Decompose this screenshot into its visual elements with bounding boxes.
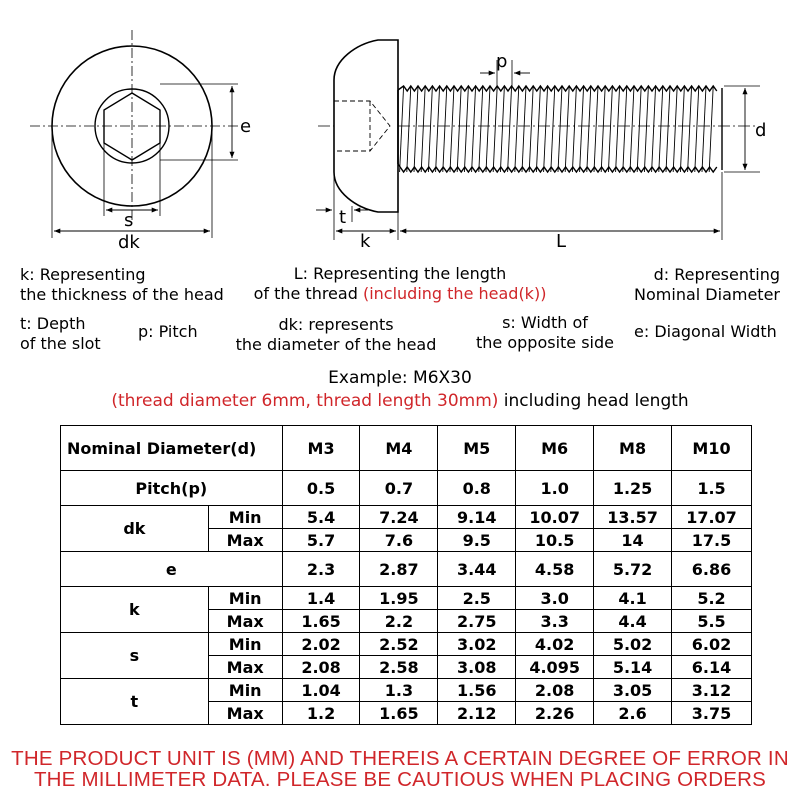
dim-label-e: e bbox=[240, 116, 252, 137]
thread-line bbox=[479, 86, 483, 172]
thread-line bbox=[688, 86, 692, 172]
value-cell: 1.65 bbox=[282, 610, 360, 633]
table-row-s-min bbox=[61, 633, 752, 656]
value-cell: 3.05 bbox=[594, 679, 672, 702]
value-cell: 10.07 bbox=[516, 506, 594, 529]
thread-line bbox=[616, 86, 620, 172]
thread-line bbox=[608, 86, 612, 172]
side-view bbox=[316, 40, 760, 240]
value-cell: 2.3 bbox=[282, 552, 360, 587]
thread-line bbox=[486, 86, 490, 172]
size-cell: M8 bbox=[594, 426, 672, 471]
value-cell: 17.07 bbox=[672, 506, 752, 529]
thread-line bbox=[666, 86, 670, 172]
value-cell: 2.87 bbox=[360, 552, 438, 587]
value-cell: 2.5 bbox=[438, 587, 516, 610]
dim-label-dk: dk bbox=[118, 232, 140, 253]
size-cell: M5 bbox=[438, 426, 516, 471]
thread-line bbox=[580, 86, 584, 172]
spec-table bbox=[60, 425, 752, 725]
thread-line bbox=[407, 86, 411, 172]
thread-line bbox=[536, 86, 540, 172]
value-cell: 3.44 bbox=[438, 552, 516, 587]
value-cell: 6.86 bbox=[672, 552, 752, 587]
thread-line bbox=[500, 86, 504, 172]
min-label: Min bbox=[208, 679, 282, 702]
size-cell: M4 bbox=[360, 426, 438, 471]
table-row-pitch bbox=[61, 471, 752, 506]
dim-label-L: L bbox=[556, 231, 567, 252]
value-cell: 6.02 bbox=[672, 633, 752, 656]
row-label: Pitch(p) bbox=[61, 471, 283, 506]
thread-line bbox=[659, 86, 663, 172]
thread-line bbox=[464, 86, 468, 172]
thread-line bbox=[709, 86, 713, 172]
value-cell: 2.6 bbox=[594, 702, 672, 725]
value-cell: 1.95 bbox=[360, 587, 438, 610]
dim-label-p: p bbox=[496, 51, 508, 72]
thread-line bbox=[630, 86, 634, 172]
dim-label-d: d bbox=[755, 120, 767, 141]
value-cell: 1.65 bbox=[360, 702, 438, 725]
max-label: Max bbox=[208, 610, 282, 633]
value-cell: 1.25 bbox=[594, 471, 672, 506]
value-cell: 4.1 bbox=[594, 587, 672, 610]
value-cell: 3.02 bbox=[438, 633, 516, 656]
legend-p: p: Pitch bbox=[138, 322, 198, 341]
warning-note: THE PRODUCT UNIT IS (MM) AND THEREIS A CERTAIN DEGREE OF ERROR IN THE MILLIMETER DATA. PLEASE BE CAUTIOUS WHEN PLACING ORDERS bbox=[11, 747, 789, 791]
table-row-t-min bbox=[61, 679, 752, 702]
thread-line bbox=[522, 86, 526, 172]
value-cell: 2.08 bbox=[282, 656, 360, 679]
value-cell: 4.58 bbox=[516, 552, 594, 587]
thread-line bbox=[673, 86, 677, 172]
value-cell: 7.6 bbox=[360, 529, 438, 552]
example-note: Example: M6X30 (thread diameter 6mm, thread length 30mm) including head length bbox=[111, 368, 689, 411]
value-cell: 2.52 bbox=[360, 633, 438, 656]
value-cell: 2.26 bbox=[516, 702, 594, 725]
value-cell: 2.75 bbox=[438, 610, 516, 633]
value-cell: 2.12 bbox=[438, 702, 516, 725]
value-cell: 4.4 bbox=[594, 610, 672, 633]
thread-line bbox=[428, 86, 432, 172]
value-cell: 10.5 bbox=[516, 529, 594, 552]
row-label: e bbox=[61, 552, 283, 587]
thread-line bbox=[551, 86, 555, 172]
min-label: Min bbox=[208, 587, 282, 610]
thread-line bbox=[414, 86, 418, 172]
row-label: k bbox=[61, 587, 209, 633]
row-label: dk bbox=[61, 506, 209, 552]
thread-line bbox=[443, 86, 447, 172]
value-cell: 1.04 bbox=[282, 679, 360, 702]
value-cell: 1.56 bbox=[438, 679, 516, 702]
thread-line bbox=[601, 86, 605, 172]
value-cell: 5.5 bbox=[672, 610, 752, 633]
legend-k: k: Representing the thickness of the head bbox=[20, 265, 224, 304]
size-cell: M10 bbox=[672, 426, 752, 471]
row-label: s bbox=[61, 633, 209, 679]
value-cell: 1.2 bbox=[282, 702, 360, 725]
max-label: Max bbox=[208, 529, 282, 552]
value-cell: 17.5 bbox=[672, 529, 752, 552]
thread-line bbox=[450, 86, 454, 172]
value-cell: 13.57 bbox=[594, 506, 672, 529]
value-cell: 2.08 bbox=[516, 679, 594, 702]
value-cell: 3.0 bbox=[516, 587, 594, 610]
value-cell: 1.5 bbox=[672, 471, 752, 506]
thread-line bbox=[508, 86, 512, 172]
value-cell: 1.0 bbox=[516, 471, 594, 506]
value-cell: 0.5 bbox=[282, 471, 360, 506]
value-cell: 1.3 bbox=[360, 679, 438, 702]
value-cell: 2.2 bbox=[360, 610, 438, 633]
legend-L: L: Representing the length of the thread (including the head(k)) bbox=[253, 264, 547, 303]
thread-line bbox=[644, 86, 648, 172]
thread-line bbox=[565, 86, 569, 172]
value-cell: 5.72 bbox=[594, 552, 672, 587]
row-label: t bbox=[61, 679, 209, 725]
value-cell: 5.7 bbox=[282, 529, 360, 552]
value-cell: 1.4 bbox=[282, 587, 360, 610]
max-label: Max bbox=[208, 702, 282, 725]
value-cell: 14 bbox=[594, 529, 672, 552]
value-cell: 0.7 bbox=[360, 471, 438, 506]
thread-line bbox=[457, 86, 461, 172]
thread-line bbox=[680, 86, 684, 172]
value-cell: 6.14 bbox=[672, 656, 752, 679]
min-label: Min bbox=[208, 633, 282, 656]
thread-line bbox=[572, 86, 576, 172]
thread-line bbox=[637, 86, 641, 172]
thread-line bbox=[544, 86, 548, 172]
table-row-header bbox=[61, 426, 752, 471]
top-view bbox=[30, 30, 238, 238]
legend-e: e: Diagonal Width bbox=[634, 322, 777, 341]
thread-line bbox=[529, 86, 533, 172]
table-row-dk-min bbox=[61, 506, 752, 529]
screw-diagram bbox=[0, 0, 800, 260]
thread-line bbox=[695, 86, 699, 172]
thread-line bbox=[493, 86, 497, 172]
thread-line bbox=[702, 86, 706, 172]
thread-line bbox=[587, 86, 591, 172]
value-cell: 5.2 bbox=[672, 587, 752, 610]
thread-crest-bottom bbox=[398, 164, 717, 172]
value-cell: 9.5 bbox=[438, 529, 516, 552]
thread bbox=[398, 86, 722, 172]
thread-line bbox=[421, 86, 425, 172]
value-cell: 5.14 bbox=[594, 656, 672, 679]
thread-line bbox=[594, 86, 598, 172]
value-cell: 9.14 bbox=[438, 506, 516, 529]
screw-head bbox=[334, 40, 398, 212]
legend-d: d: Representing Nominal Diameter bbox=[634, 265, 780, 304]
value-cell: 2.02 bbox=[282, 633, 360, 656]
thread-line bbox=[652, 86, 656, 172]
table-row-k-min bbox=[61, 587, 752, 610]
legend-dk: dk: represents the diameter of the head bbox=[235, 315, 437, 354]
thread-line bbox=[436, 86, 440, 172]
value-cell: 5.4 bbox=[282, 506, 360, 529]
value-cell: 4.02 bbox=[516, 633, 594, 656]
thread-line bbox=[515, 86, 519, 172]
thread-crest-top bbox=[398, 86, 717, 91]
min-label: Min bbox=[208, 506, 282, 529]
value-cell: 7.24 bbox=[360, 506, 438, 529]
value-cell: 3.08 bbox=[438, 656, 516, 679]
legend-t: t: Depth of the slot bbox=[20, 314, 101, 353]
value-cell: 3.12 bbox=[672, 679, 752, 702]
header-label: Nominal Diameter(d) bbox=[61, 426, 283, 471]
size-cell: M6 bbox=[516, 426, 594, 471]
value-cell: 0.8 bbox=[438, 471, 516, 506]
value-cell: 4.095 bbox=[516, 656, 594, 679]
thread-line bbox=[472, 86, 476, 172]
table-row-e bbox=[61, 552, 752, 587]
value-cell: 2.58 bbox=[360, 656, 438, 679]
dim-label-t: t bbox=[339, 207, 347, 228]
max-label: Max bbox=[208, 656, 282, 679]
value-cell: 5.02 bbox=[594, 633, 672, 656]
legend-s: s: Width of the opposite side bbox=[476, 313, 614, 352]
thread-line bbox=[623, 86, 627, 172]
size-cell: M3 bbox=[282, 426, 360, 471]
value-cell: 3.3 bbox=[516, 610, 594, 633]
dim-label-s: s bbox=[124, 210, 134, 231]
thread-line bbox=[400, 86, 404, 172]
dim-label-k: k bbox=[360, 231, 371, 252]
thread-line bbox=[558, 86, 562, 172]
value-cell: 3.75 bbox=[672, 702, 752, 725]
